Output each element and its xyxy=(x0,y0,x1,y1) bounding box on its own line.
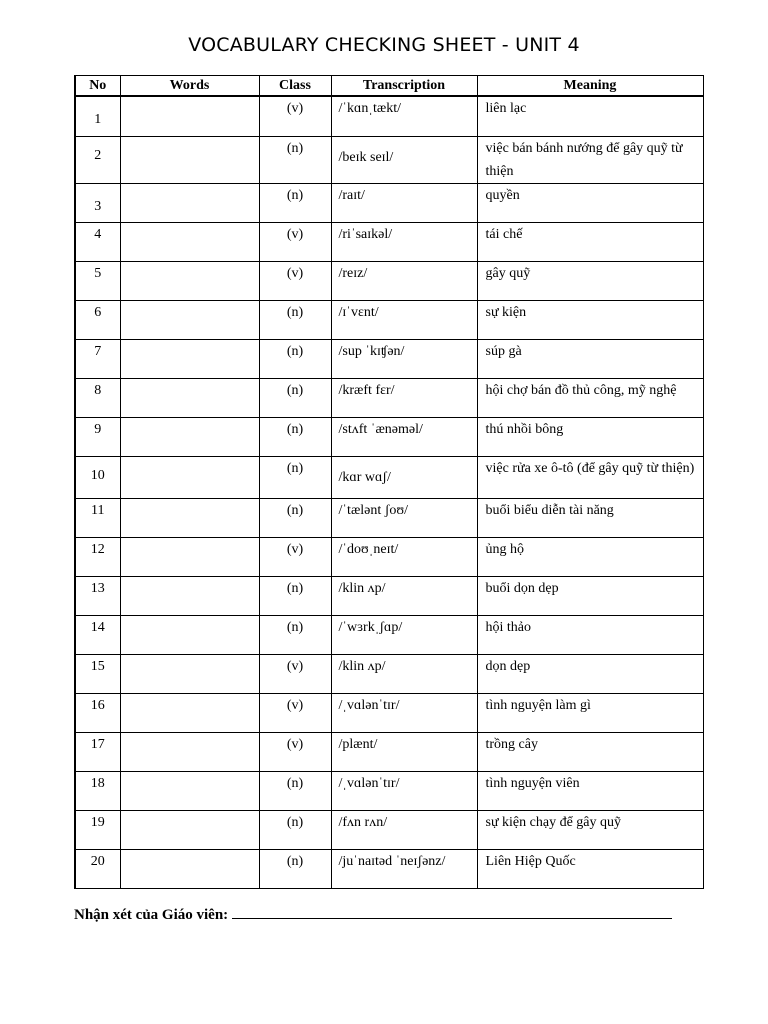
word-class: (v) xyxy=(259,222,331,261)
word-class: (v) xyxy=(259,654,331,693)
word-class: (n) xyxy=(259,771,331,810)
meaning: tình nguyện làm gì xyxy=(477,693,703,732)
table-row xyxy=(75,222,703,261)
word-cell[interactable] xyxy=(120,456,259,498)
table-row xyxy=(75,378,703,417)
meaning: liên lạc xyxy=(477,96,703,136)
word-cell[interactable] xyxy=(120,339,259,378)
meaning: sự kiện chạy để gây quỹ xyxy=(477,810,703,849)
transcription: /beɪk seɪl/ xyxy=(331,136,477,183)
word-cell[interactable] xyxy=(120,576,259,615)
word-cell[interactable] xyxy=(120,732,259,771)
row-number: 20 xyxy=(75,849,120,888)
word-cell[interactable] xyxy=(120,498,259,537)
transcription: /sup ˈkɪʧən/ xyxy=(331,339,477,378)
meaning: trồng cây xyxy=(477,732,703,771)
table-header-row xyxy=(75,76,703,97)
meaning: hội thảo xyxy=(477,615,703,654)
header-meaning: Meaning xyxy=(477,76,703,97)
transcription: /ɪˈvɛnt/ xyxy=(331,300,477,339)
row-number: 19 xyxy=(75,810,120,849)
word-class: (n) xyxy=(259,615,331,654)
table-row xyxy=(75,183,703,222)
table-row xyxy=(75,849,703,888)
word-class: (v) xyxy=(259,96,331,136)
table-row xyxy=(75,136,703,183)
transcription: /plænt/ xyxy=(331,732,477,771)
word-cell[interactable] xyxy=(120,222,259,261)
meaning: buổi dọn dẹp xyxy=(477,576,703,615)
row-number: 15 xyxy=(75,654,120,693)
row-number: 3 xyxy=(75,183,120,222)
row-number: 1 xyxy=(75,96,120,136)
row-number: 7 xyxy=(75,339,120,378)
meaning: việc rửa xe ô-tô (để gây quỹ từ thiện) xyxy=(477,456,703,498)
teacher-comment-line[interactable] xyxy=(232,904,672,919)
word-cell[interactable] xyxy=(120,261,259,300)
word-cell[interactable] xyxy=(120,537,259,576)
table-row xyxy=(75,417,703,456)
transcription: /klin ʌp/ xyxy=(331,576,477,615)
vocabulary-table xyxy=(74,75,704,889)
table-row xyxy=(75,537,703,576)
table-row xyxy=(75,810,703,849)
row-number: 14 xyxy=(75,615,120,654)
word-class: (v) xyxy=(259,261,331,300)
word-cell[interactable] xyxy=(120,378,259,417)
table-row xyxy=(75,732,703,771)
meaning: sự kiện xyxy=(477,300,703,339)
meaning: buổi biểu diễn tài năng xyxy=(477,498,703,537)
word-cell[interactable] xyxy=(120,96,259,136)
transcription: /ˈkɑnˌtækt/ xyxy=(331,96,477,136)
teacher-comment-label: Nhận xét của Giáo viên: xyxy=(74,907,229,923)
word-class: (n) xyxy=(259,810,331,849)
row-number: 11 xyxy=(75,498,120,537)
transcription: /fʌn rʌn/ xyxy=(331,810,477,849)
table-row xyxy=(75,456,703,498)
transcription: /klin ʌp/ xyxy=(331,654,477,693)
table-row xyxy=(75,498,703,537)
word-cell[interactable] xyxy=(120,693,259,732)
row-number: 2 xyxy=(75,136,120,183)
meaning: hội chợ bán đồ thủ công, mỹ nghệ xyxy=(477,378,703,417)
table-row xyxy=(75,615,703,654)
word-cell[interactable] xyxy=(120,183,259,222)
meaning: dọn dẹp xyxy=(477,654,703,693)
row-number: 6 xyxy=(75,300,120,339)
meaning: súp gà xyxy=(477,339,703,378)
word-cell[interactable] xyxy=(120,300,259,339)
transcription: /riˈsaɪkəl/ xyxy=(331,222,477,261)
row-number: 9 xyxy=(75,417,120,456)
sheet-title: VOCABULARY CHECKING SHEET - UNIT 4 xyxy=(188,34,580,56)
word-class: (n) xyxy=(259,576,331,615)
table-row xyxy=(75,654,703,693)
word-cell[interactable] xyxy=(120,654,259,693)
word-class: (n) xyxy=(259,849,331,888)
transcription: /ˈwɜrkˌʃɑp/ xyxy=(331,615,477,654)
transcription: /kræft fɛr/ xyxy=(331,378,477,417)
teacher-comment xyxy=(74,904,672,924)
table-row xyxy=(75,261,703,300)
word-cell[interactable] xyxy=(120,615,259,654)
word-cell[interactable] xyxy=(120,417,259,456)
row-number: 17 xyxy=(75,732,120,771)
row-number: 12 xyxy=(75,537,120,576)
word-class: (n) xyxy=(259,300,331,339)
word-cell[interactable] xyxy=(120,136,259,183)
table-body xyxy=(75,96,703,888)
word-class: (n) xyxy=(259,136,331,183)
table-row xyxy=(75,96,703,136)
row-number: 16 xyxy=(75,693,120,732)
transcription: /ˌvɑlənˈtɪr/ xyxy=(331,771,477,810)
word-class: (n) xyxy=(259,339,331,378)
word-cell[interactable] xyxy=(120,771,259,810)
transcription: /reɪz/ xyxy=(331,261,477,300)
meaning: tình nguyện viên xyxy=(477,771,703,810)
word-class: (n) xyxy=(259,378,331,417)
word-class: (v) xyxy=(259,693,331,732)
table-row xyxy=(75,771,703,810)
meaning: ủng hộ xyxy=(477,537,703,576)
word-class: (n) xyxy=(259,498,331,537)
word-class: (n) xyxy=(259,456,331,498)
transcription: /kɑr wɑʃ/ xyxy=(331,456,477,498)
row-number: 8 xyxy=(75,378,120,417)
meaning: thú nhồi bông xyxy=(477,417,703,456)
word-cell[interactable] xyxy=(120,849,259,888)
word-class: (n) xyxy=(259,417,331,456)
word-class: (v) xyxy=(259,537,331,576)
table-row xyxy=(75,300,703,339)
row-number: 5 xyxy=(75,261,120,300)
header-transcription: Transcription xyxy=(331,76,477,97)
row-number: 4 xyxy=(75,222,120,261)
table-row xyxy=(75,576,703,615)
header-words: Words xyxy=(120,76,259,97)
meaning: việc bán bánh nướng để gây quỹ từ thiện xyxy=(477,136,703,183)
transcription: /stʌft ˈænəməl/ xyxy=(331,417,477,456)
transcription: /juˈnaɪtəd ˈneɪʃənz/ xyxy=(331,849,477,888)
word-cell[interactable] xyxy=(120,810,259,849)
table-row xyxy=(75,339,703,378)
word-class: (n) xyxy=(259,183,331,222)
header-no: No xyxy=(75,76,120,97)
word-class: (v) xyxy=(259,732,331,771)
meaning: tái chế xyxy=(477,222,703,261)
meaning: quyền xyxy=(477,183,703,222)
row-number: 18 xyxy=(75,771,120,810)
transcription: /ˌvɑlənˈtɪr/ xyxy=(331,693,477,732)
table-row xyxy=(75,693,703,732)
transcription: /raɪt/ xyxy=(331,183,477,222)
header-class: Class xyxy=(259,76,331,97)
transcription: /ˈtælənt ʃoʊ/ xyxy=(331,498,477,537)
transcription: /ˈdoʊˌneɪt/ xyxy=(331,537,477,576)
meaning: gây quỹ xyxy=(477,261,703,300)
meaning: Liên Hiệp Quốc xyxy=(477,849,703,888)
row-number: 13 xyxy=(75,576,120,615)
row-number: 10 xyxy=(75,456,120,498)
